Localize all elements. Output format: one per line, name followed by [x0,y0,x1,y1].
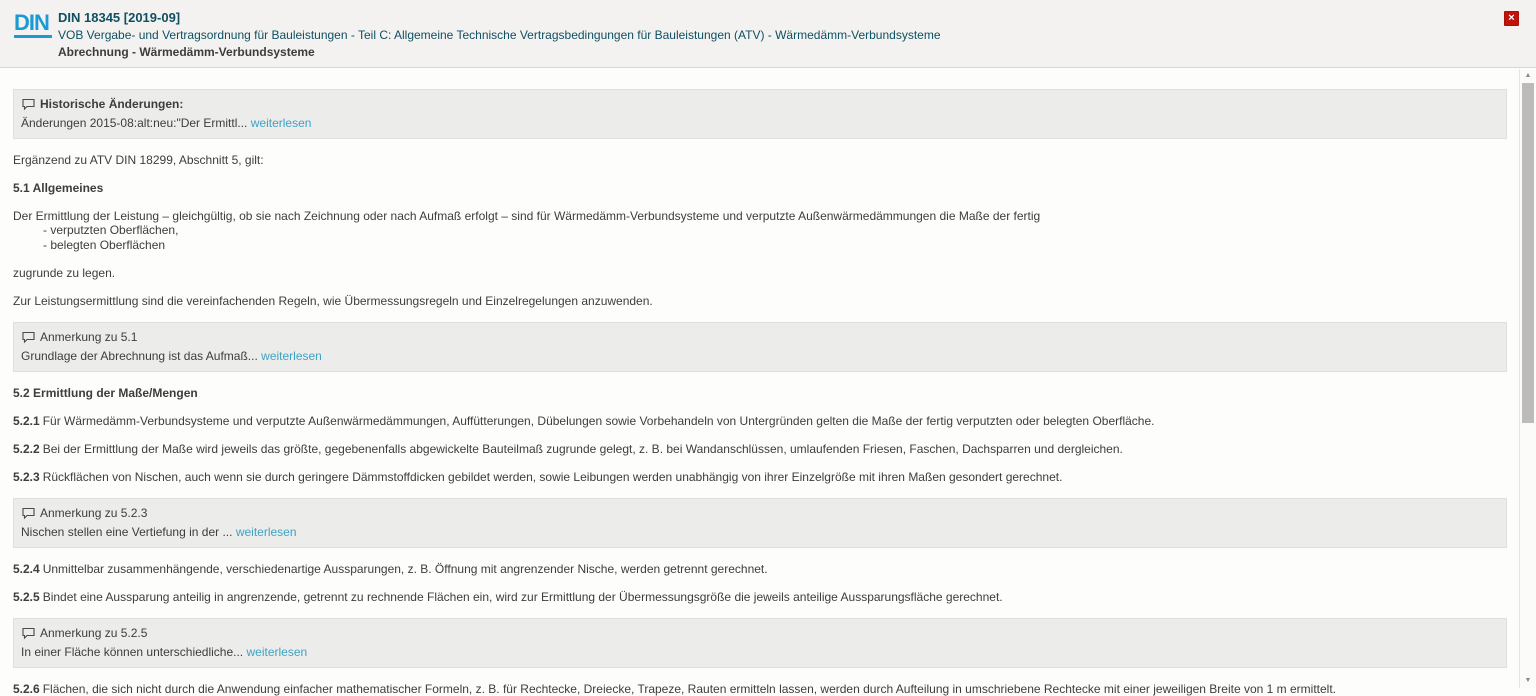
speech-bubble-icon [22,627,35,640]
note-title-row [22,95,1495,113]
clause-number: 5.2.3 [13,470,40,484]
scrollbar-thumb[interactable] [1522,83,1534,423]
din-logo [14,12,52,38]
clause-number: 5.2.4 [13,562,40,576]
clause-text: Bindet eine Aussparung anteilig in angrenzende, getrennt zu rechnende Flächen ein, wird zur Ermittlung der Übermessungsgröße die jeweils anteilige Aussparungsfläche gerechnet. [42,590,1003,604]
weiterlesen-link[interactable]: weiterlesen [235,525,297,539]
speech-bubble-icon [22,331,35,344]
clause-text: Flächen, die sich nicht durch die Anwendung einfacher mathematischer Formeln, z. B. für Rechtecke, Dreiecke, Trapeze, Rauten ermitteln lassen, werden durch Aufteilung in umschriebene Rechtecke mit einer jeweiligen Breite von 1 m ermittelt. [42,682,1337,696]
note-title-row [22,328,1495,346]
document-header [0,0,1536,68]
clause-text: Unmittelbar zusammenhängende, verschiedenartige Aussparungen, z. B. Öffnung mit angrenzender Nische, werden getrennt gerechnet. [42,562,768,576]
note-title-row [22,504,1495,522]
note-preview-text: Änderungen 2015-08:alt:neu:"Der Ermittl... [21,116,248,130]
note-title-row [22,624,1495,642]
intro-paragraph: Ergänzend zu ATV DIN 18299, Abschnitt 5, gilt: [13,153,264,167]
clause-text: Für Wärmedämm-Verbundsysteme und verputzte Außenwärmedämmungen, Auffütterungen, Dübelungen sowie Vorbehandeln von Untergründen gelten die Maße der fertig verputzten oder belegten Oberfläche. [42,414,1155,428]
note-preview [21,523,1495,541]
weiterlesen-link[interactable]: weiterlesen [246,645,308,659]
paragraph-5-1-closing: zugrunde zu legen. [13,266,116,280]
note-box-5-2-3 [13,498,1507,548]
din-logo-underline [14,35,52,38]
note-preview-text: Nischen stellen eine Vertiefung in der ... [21,525,233,539]
list-item: - belegten Oberflächen [43,237,166,252]
note-preview [21,347,1495,365]
note-preview [21,643,1495,661]
scroll-up-icon[interactable]: ▲ [1524,72,1532,79]
clause-number: 5.2.6 [13,682,40,696]
section-heading-5-1: 5.1 Allgemeines [13,181,104,195]
list-item: - verputzten Oberflächen, [43,223,179,237]
weiterlesen-link[interactable]: weiterlesen [250,116,312,130]
surface-list [13,223,1507,252]
paragraph-5-1-intro: Der Ermittlung der Leistung – gleichgültig, ob sie nach Zeichnung oder nach Aufmaß erfolgt – sind für Wärmedämm-Verbundsysteme und verputzte Außenwärmedämmungen die Maße der fertig [13,209,1041,223]
clause-number: 5.2.1 [13,414,40,428]
clause-number: 5.2.2 [13,442,40,456]
clause-5-2-1 [13,414,1507,428]
clause-text: Rückflächen von Nischen, auch wenn sie durch geringere Dämmstoffdicken gebildet werden, sowie Leibungen werden unabhängig von ihrer Einzelgröße mit ihren Maßen gesondert gerechnet. [42,470,1063,484]
document-section-title: Abrechnung - Wärmedämm-Verbundsysteme [58,45,315,59]
note-preview [21,114,1495,132]
note-box-5-1 [13,322,1507,372]
clause-number: 5.2.5 [13,590,40,604]
clause-5-2-2 [13,442,1507,456]
clause-5-2-5 [13,590,1507,604]
clause-5-2-4 [13,562,1507,576]
weiterlesen-link[interactable]: weiterlesen [261,349,322,363]
clause-5-2-3 [13,470,1507,484]
speech-bubble-icon [22,507,35,520]
note-box-5-2-5 [13,618,1507,668]
scroll-down-icon[interactable]: ▼ [1524,677,1532,684]
speech-bubble-icon [22,98,35,111]
clause-text: Bei der Ermittlung der Maße wird jeweils das größte, gegebenenfalls abgewickelte Bauteilmaß zugrunde gelegt, z. B. bei Wandanschlüssen, umlaufenden Friesen, Faschen, Dachsparren und dergleichen. [42,442,1123,456]
note-preview-text: In einer Fläche können unterschiedliche... [21,645,244,659]
paragraph-5-1-rules: Zur Leistungsermittlung sind die vereinfachenden Regeln, wie Übermessungsregeln und Einzelregelungen anzuwenden. [13,294,653,308]
close-icon[interactable]: × [1504,11,1519,26]
note-title: Historische Änderungen: [40,97,184,111]
document-title: DIN 18345 [2019-09] [58,10,181,25]
clause-5-2-6 [13,682,1507,696]
note-box-historic [13,89,1507,139]
din-logo-text: DIN [14,10,49,35]
vertical-scrollbar[interactable] [1519,69,1536,688]
note-title: Anmerkung zu 5.1 [40,330,138,344]
note-title: Anmerkung zu 5.2.5 [40,626,148,640]
document-subtitle: VOB Vergabe- und Vertragsordnung für Bauleistungen - Teil C: Allgemeine Technische Vertragsbedingungen für Bauleistungen (ATV) - Wärmedämm-Verbundsysteme [58,28,941,42]
document-body [0,69,1519,696]
note-preview-text: Grundlage der Abrechnung ist das Aufmaß... [21,349,258,363]
section-heading-5-2: 5.2 Ermittlung der Maße/Mengen [13,386,198,400]
note-title: Anmerkung zu 5.2.3 [40,506,148,520]
